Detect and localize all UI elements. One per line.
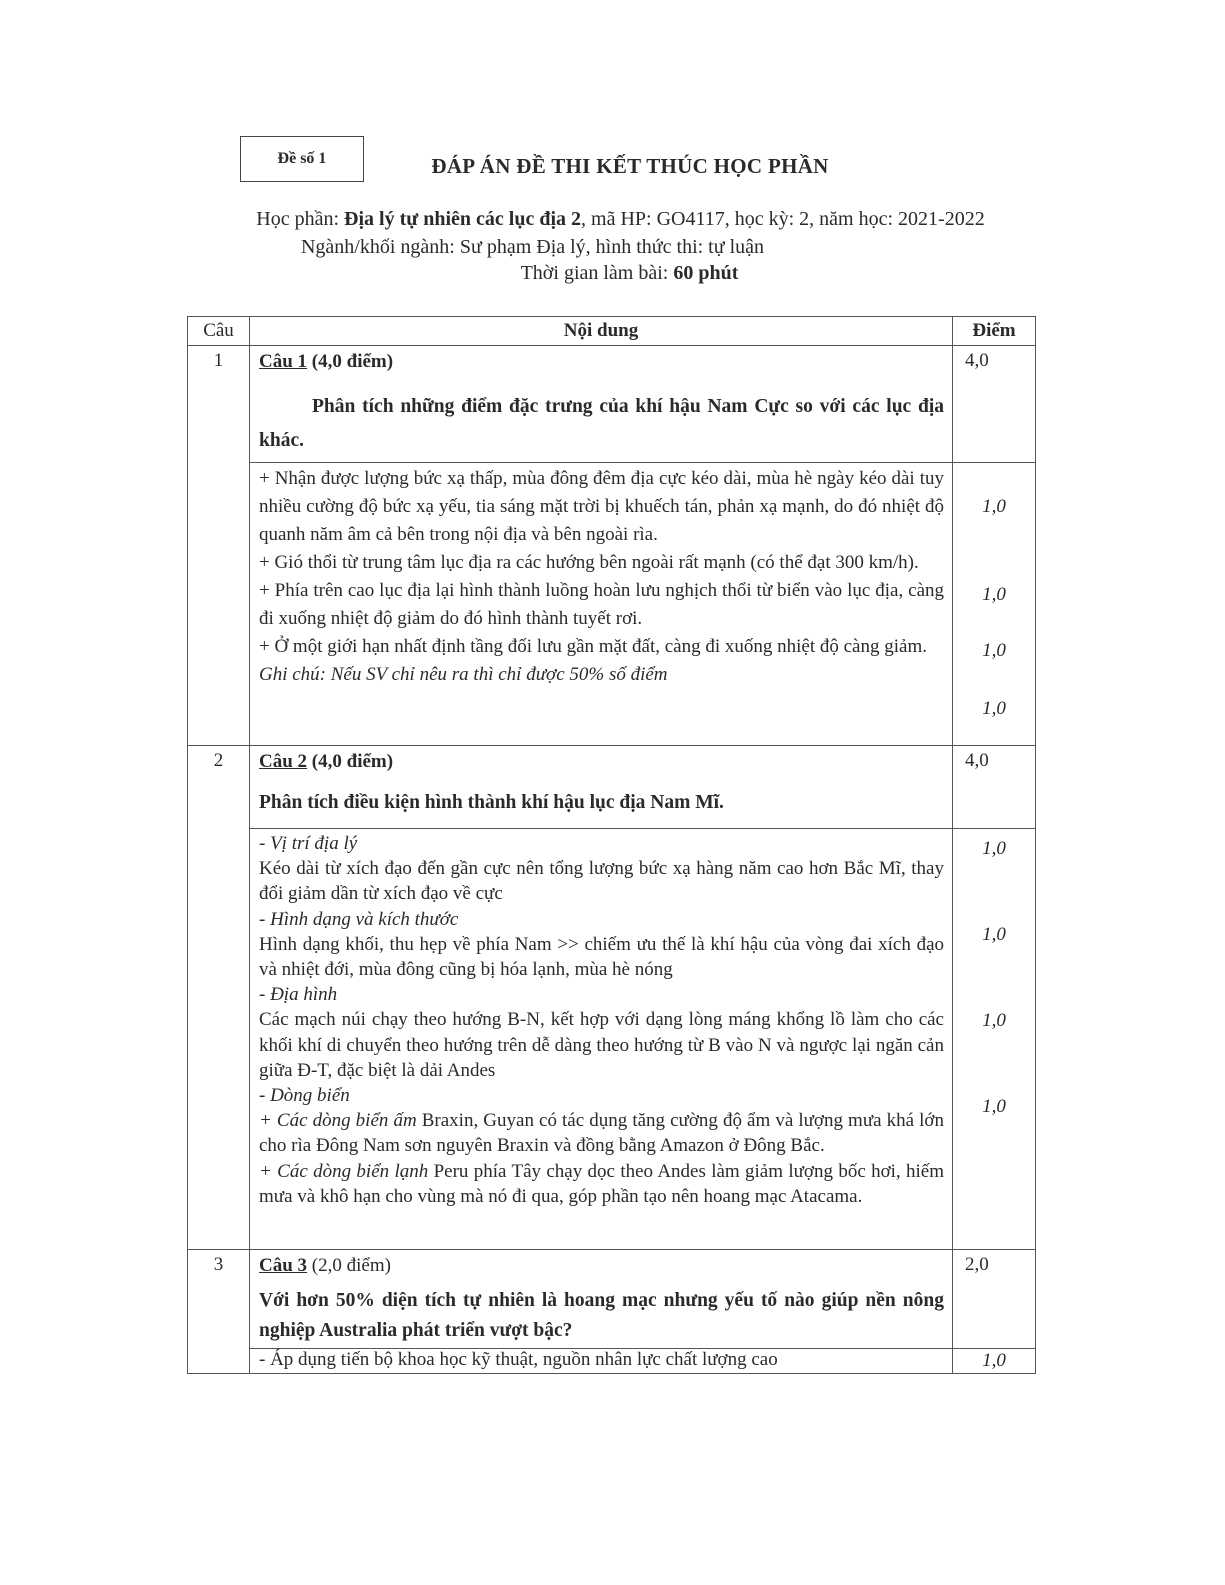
q2-warm-currents-text: Braxin, Guyan có tác dụng tăng cường độ ẩm và lượng mưa khá lớn cho rìa Đông Nam sơn nguyên Braxin và đồng bằng Amazon ở Đông Bắc. [259, 1110, 944, 1157]
course-name: Địa lý tự nhiên các lục địa 2 [344, 208, 582, 230]
q2-cold-currents-label: + Các dòng biển lạnh [259, 1160, 429, 1182]
q1-point-2: + Gió thổi từ trung tâm lục địa ra các hướng bên ngoài rất mạnh (có thể đạt 300 km/h). [259, 552, 919, 573]
q2-heading: Câu 2 [259, 751, 308, 772]
q1-score-4: 1,0 [982, 698, 1006, 719]
q2-warm-currents-label: + Các dòng biển ấm [259, 1110, 417, 1132]
q1-score-cell [953, 463, 1036, 746]
q3-question: Với hơn 50% diện tích tự nhiên là hoang mạc nhưng yếu tố nào giúp nền nông nghiệp Australia phát triển vượt bậc? [259, 1290, 944, 1341]
q2-text-3: Các mạch núi chạy theo hướng B-N, kết hợp với dạng lòng máng khổng lồ làm cho các khối khí di chuyển theo hướng trên dễ dàng theo hướng từ B vào N và ngược lại ngăn cản giữa Đ-T, đặc biệt là dải Andes [259, 1009, 944, 1081]
q1-point-3: + Phía trên cao lục địa lại hình thành luồng hoàn lưu nghịch thổi từ biển vào lục địa, càng đi xuống nhiệt độ giảm do đó hình thành tuyết rơi. [259, 580, 944, 629]
q3-title-row [188, 1250, 1036, 1349]
q2-text-4a [259, 1108, 944, 1158]
q2-content-cell [250, 829, 953, 1250]
q1-score-3: 1,0 [982, 640, 1006, 661]
q2-number: 2 [188, 746, 250, 1250]
course-info-line [8, 208, 1225, 231]
major-info-line: Ngành/khối ngành: Sư phạm Địa lý, hình thức thi: tự luận [300, 236, 765, 258]
q3-points-label: (2,0 điểm) [307, 1255, 391, 1276]
q2-points-label: (4,0 điểm) [307, 751, 394, 772]
q1-points-label: (4,0 điểm) [307, 351, 394, 372]
q1-content-cell [250, 463, 953, 746]
q1-title-cell [250, 346, 953, 463]
q2-cold-currents-text: Peru phía Tây chạy dọc theo Andes làm giảm lượng bốc hơi, hiếm mưa và khô hạn cho vùng mà nó đi qua, góp phần tạo nên hoang mạc Atacama. [259, 1160, 944, 1207]
col-header-diem: Điểm [953, 317, 1036, 346]
q2-text-2: Hình dạng khối, thu hẹp về phía Nam >> chiếm ưu thế là khí hậu của vòng đai xích đạo và nhiệt đới, mùa đông cũng bị hóa lạnh, mùa hè nóng [259, 933, 944, 981]
q2-heading-4: - Dòng biển [259, 1085, 350, 1107]
q3-score-1: 1,0 [953, 1349, 1036, 1374]
q1-score-1: 1,0 [982, 496, 1006, 517]
q3-content-row [188, 1349, 1036, 1374]
q2-text-1: Kéo dài từ xích đạo đến gần cực nên tổng lượng bức xạ hàng năm cao hơn Bắc Mĩ, thay đổi giảm dần từ xích đạo về cực [259, 858, 944, 905]
q2-score-cell [953, 829, 1036, 1250]
q1-question: Phân tích những điểm đặc trưng của khí hậu Nam Cực so với các lục địa khác. [259, 396, 944, 451]
exam-code-box: Đề số 1 [240, 136, 364, 182]
col-header-cau: Câu [188, 317, 250, 346]
q1-content-row [188, 463, 1036, 746]
duration-prefix: Thời gian làm bài: [520, 262, 674, 284]
q2-score-4: 1,0 [982, 1096, 1006, 1117]
q2-question: Phân tích điều kiện hình thành khí hậu lục địa Nam Mĩ. [259, 792, 724, 813]
q2-text-4b [259, 1159, 944, 1209]
q1-point-1: + Nhận được lượng bức xạ thấp, mùa đông đêm địa cực kéo dài, mùa hè ngày kéo dài tuy nhiều cường độ bức xạ yếu, tia sáng mặt trời bị khuếch tán, phản xạ mạnh, do đó nhiệt độ quanh năm âm cả bên trong nội địa và bên ngoài rìa. [259, 468, 944, 545]
duration-value: 60 phút [673, 262, 739, 284]
course-suffix: , mã HP: GO4117, học kỳ: 2, năm học: 2021-2022 [581, 208, 985, 230]
q3-heading: Câu 3 [259, 1255, 308, 1276]
q2-heading-3: - Địa hình [259, 984, 338, 1006]
q3-content-cell [250, 1349, 953, 1374]
q1-note: Ghi chú: Nếu SV chỉ nêu ra thì chỉ được 50% số điểm [259, 664, 668, 685]
q1-total-score: 4,0 [953, 346, 1036, 463]
col-header-noidung: Nội dung [250, 317, 953, 346]
q3-point-1: - Áp dụng tiến bộ khoa học kỹ thuật, nguồn nhân lực chất lượng cao [259, 1349, 778, 1370]
q2-score-1: 1,0 [982, 838, 1006, 859]
q2-heading-2: - Hình dạng và kích thước [259, 908, 459, 930]
course-prefix: Học phần: [256, 208, 345, 230]
duration-line [17, 262, 1225, 285]
q1-heading: Câu 1 [259, 351, 308, 372]
q1-title-row [188, 346, 1036, 463]
q2-title-cell [250, 746, 953, 829]
q2-score-3: 1,0 [982, 1010, 1006, 1031]
q2-heading-1: - Vị trí địa lý [259, 833, 358, 854]
q2-title-row [188, 746, 1036, 829]
q3-title-cell [250, 1250, 953, 1349]
table-header-row [188, 317, 1036, 346]
q1-number: 1 [188, 346, 250, 746]
q3-total-score: 2,0 [953, 1250, 1036, 1349]
q2-content-row [188, 829, 1036, 1250]
q1-point-4: + Ở một giới hạn nhất định tầng đối lưu gần mặt đất, càng đi xuống nhiệt độ càng giảm. [259, 636, 927, 657]
q1-score-2: 1,0 [982, 584, 1006, 605]
q3-number: 3 [188, 1250, 250, 1374]
answer-table [187, 316, 1036, 1374]
q2-total-score: 4,0 [953, 746, 1036, 829]
page-title: ĐÁP ÁN ĐỀ THI KẾT THÚC HỌC PHẦN [431, 154, 829, 178]
q2-score-2: 1,0 [982, 924, 1006, 945]
